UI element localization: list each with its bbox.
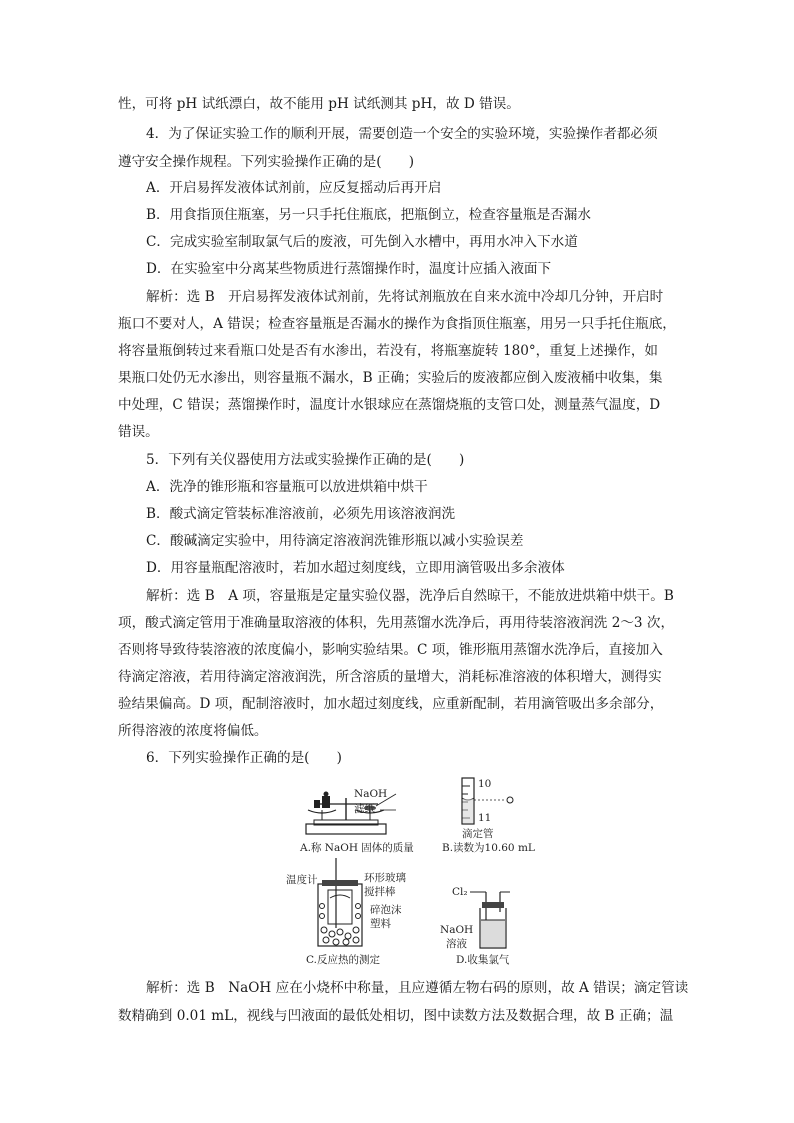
q4-analysis-line: 果瓶口处仍无水渗出，则容量瓶不漏水，B 正确；实验后的废液都应倒入废液桶中收集，集: [118, 370, 663, 386]
q4-option-d: D．在实验室中分离某些物质进行蒸馏操作时，温度计应插入液面下: [146, 261, 552, 277]
q5-option-b: B．酸式滴定管装标准溶液前，必须先用该溶液润洗: [146, 506, 456, 522]
question-4-stem: 4．为了保证实验工作的顺利开展，需要创造一个安全的实验环境，实验操作者都必须: [146, 126, 658, 142]
q4-analysis: 解析：选 B 开启易挥发液体试剂前，先将试剂瓶放在自来水流中冷却几分钟，开启时: [146, 289, 664, 305]
q5-analysis-line: 项，酸式滴定管用于准确量取溶液的体积，先用蒸馏水洗净后，再用待装溶液润洗 2～3 次，: [118, 615, 675, 631]
q5-analysis-line: 所得溶液的浓度将偏低。: [118, 723, 268, 739]
figure-a-caption: A.称 NaOH 固体的质量: [300, 842, 414, 854]
q4-option-a: A．开启易挥发液体试剂前，应反复摇动后再开启: [146, 180, 442, 196]
naoh-label: NaOH: [354, 788, 388, 800]
q5-analysis-line: 否则将导致待装溶液的浓度偏小，影响实验结果。C 项，锥形瓶用蒸馏水洗净后，直接加入: [118, 642, 663, 658]
foam-label-1: 碎泡沫: [370, 904, 402, 916]
calorimeter-diagram: [316, 858, 366, 950]
filter-paper-label: 滤纸: [354, 803, 375, 815]
gas-bottle-diagram: [470, 886, 520, 952]
question-6-stem: 6．下列实验操作正确的是( ): [146, 750, 342, 766]
figure-c-caption: C.反应热的测定: [306, 954, 380, 966]
foam-label-2: 塑料: [370, 918, 391, 930]
q4-analysis-line: 瓶口不要对人，A 错误；检查容量瓶是否漏水的操作为食指顶住瓶塞，用另一只手托住瓶底，: [118, 316, 676, 332]
q5-option-d: D．用容量瓶配溶液时，若加水超过刻度线，立即用滴管吸出多余液体: [146, 560, 565, 576]
figure-d-caption: D.收集氯气: [456, 954, 510, 966]
burette-tick-10: 10: [478, 778, 492, 790]
q4-option-b: B．用食指顶住瓶塞，另一只手托住瓶底，把瓶倒立，检查容量瓶是否漏水: [146, 207, 591, 223]
burette-label: 滴定管: [462, 828, 494, 840]
naoh-solution-label-1: NaOH: [440, 924, 474, 936]
q4-analysis-line: 中处理，C 错误；蒸馏操作时，温度计水银球应在蒸馏烧瓶的支管口处，测量蒸气温度，D: [118, 397, 661, 413]
q5-analysis-line: 待滴定溶液，若用待滴定溶液润洗，所含溶质的量增大，消耗标准溶液的体积增大，测得实: [118, 669, 662, 685]
question-4-stem-cont: 遵守安全操作规程。下列实验操作正确的是( ): [118, 154, 415, 170]
figure-b-caption: B.读数为10.60 mL: [442, 842, 535, 854]
stirrer-label-2: 搅拌棒: [364, 886, 396, 898]
q5-option-c: C．酸碱滴定实验中，用待滴定溶液润洗锥形瓶以减小实验误差: [146, 533, 524, 549]
q5-analysis-line: 验结果偏高。D 项，配制溶液时，加水超过刻度线，应重新配制，若用滴管吸出多余部分，: [118, 696, 664, 712]
q5-option-a: A．洗净的锥形瓶和容量瓶可以放进烘箱中烘干: [146, 479, 428, 495]
cl2-label: Cl₂: [452, 886, 468, 898]
q6-analysis-line: 数精确到 0.01 mL，视线与凹液面的最低处相切，图中读数方法及数据合理，故 B 正确；温: [118, 1008, 674, 1024]
q4-analysis-line: 将容量瓶倒转过来看瓶口处是否有水渗出，若没有，将瓶塞旋转 180°，重复上述操作，如: [118, 343, 659, 359]
question-5-stem: 5．下列有关仪器使用方法或实验操作正确的是( ): [146, 452, 465, 468]
burette-tick-11: 11: [478, 812, 492, 824]
q4-option-c: C．完成实验室制取氯气后的废液，可先倒入水槽中，再用水冲入下水道: [146, 234, 578, 250]
thermometer-label: 温度计: [286, 874, 318, 886]
stirrer-label-1: 环形玻璃: [364, 872, 406, 884]
q4-analysis-line: 错误。: [118, 424, 159, 440]
naoh-solution-label-2: 溶液: [446, 938, 467, 950]
q6-analysis: 解析：选 B NaOH 应在小烧杯中称量，且应遵循左物右码的原则，故 A 错误；滴定管读: [146, 980, 689, 996]
text-line: 性，可将 pH 试纸漂白，故不能用 pH 试纸测其 pH，故 D 错误。: [118, 96, 520, 112]
q5-analysis: 解析：选 B A 项，容量瓶是定量实验仪器，洗净后自然晾干，不能放进烘箱中烘干。B: [146, 588, 674, 604]
